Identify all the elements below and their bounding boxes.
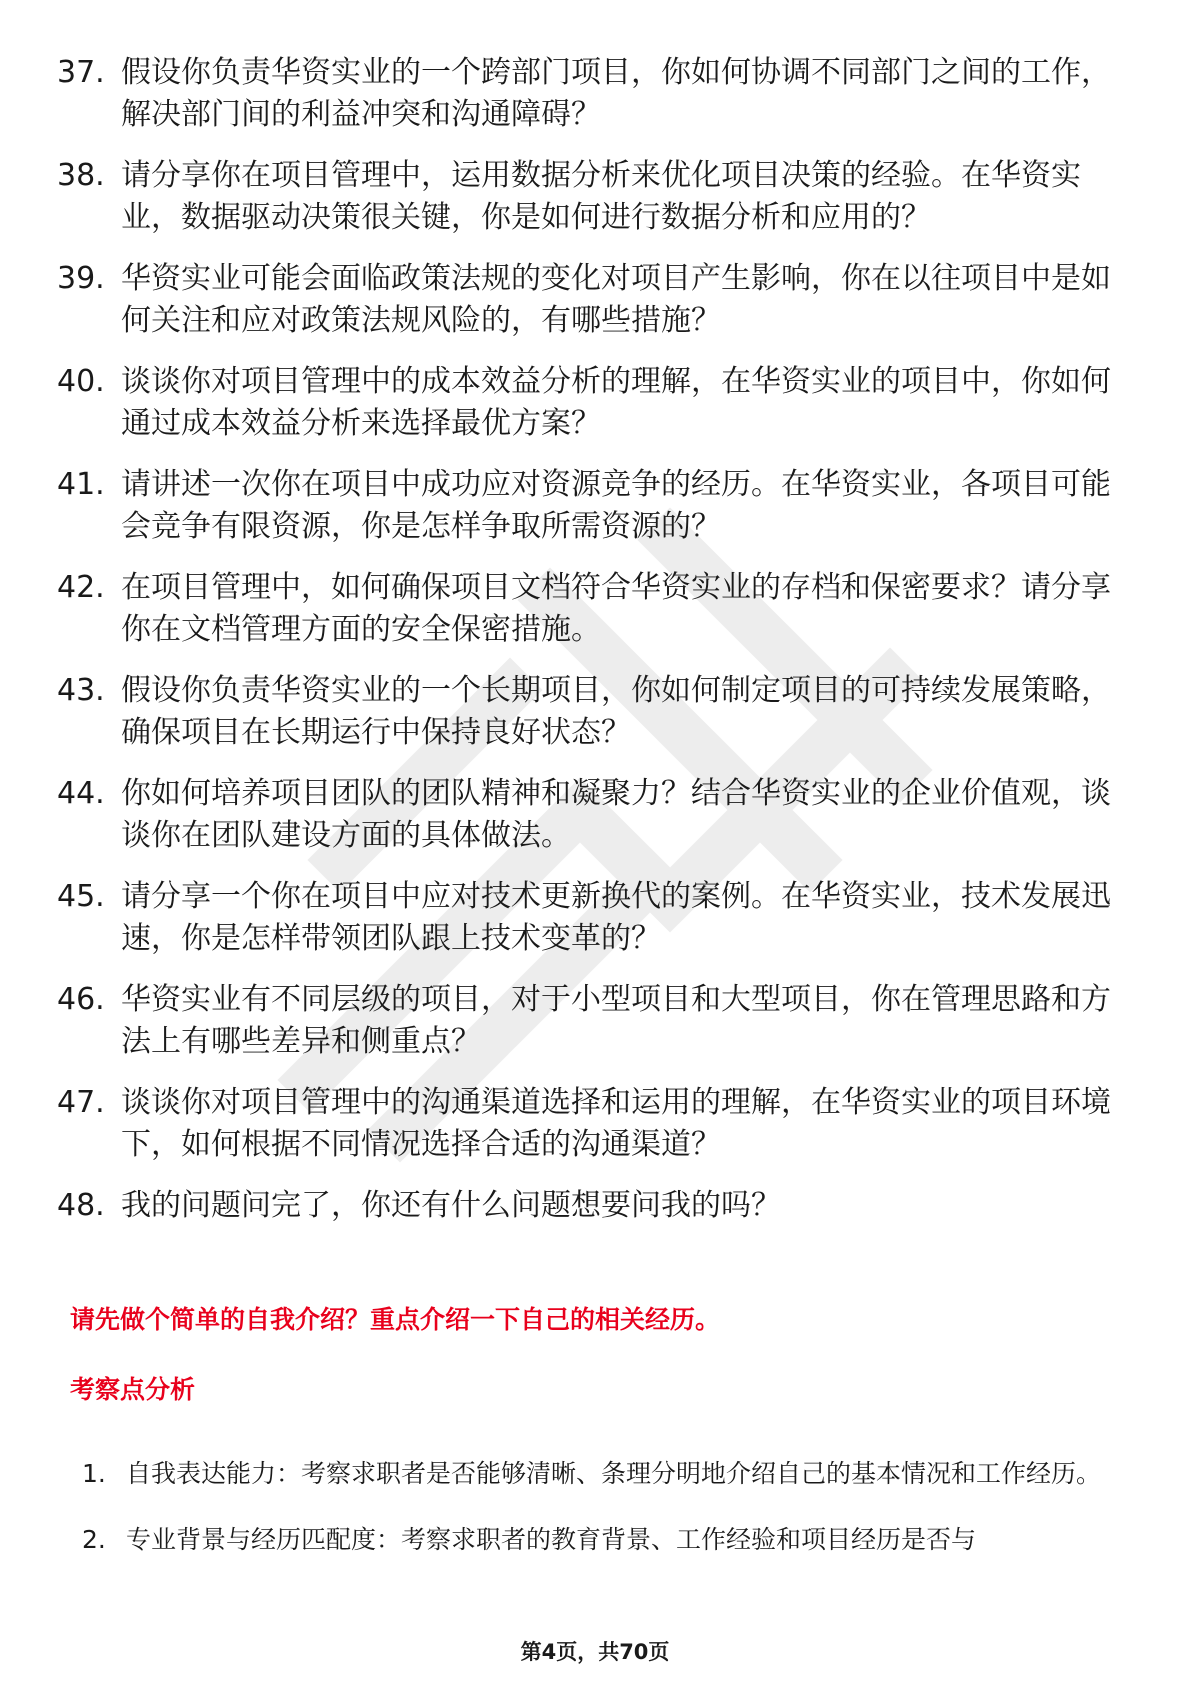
question-text: 请分享你在项目管理中，运用数据分析来优化项目决策的经验。在华资实业，数据驱动决策很关键，你是如何进行数据分析和应用的？ (121, 158, 1081, 235)
question-text: 谈谈你对项目管理中的沟通渠道选择和运用的理解，在华资实业的项目环境下，如何根据不同情况选择合适的沟通渠道？ (121, 1085, 1111, 1162)
section-subtitle: 考察点分析 (70, 1375, 196, 1404)
question-number: 42. (57, 570, 105, 605)
question-number: 38. (57, 158, 105, 193)
question-number: 37. (57, 55, 105, 90)
section-title: 请先做个简单的自我介绍？重点介绍一下自己的相关经历。 (70, 1305, 721, 1334)
question-number: 45. (57, 879, 105, 914)
question-item (57, 670, 1137, 754)
analysis-item (82, 1446, 1112, 1502)
analysis-item (82, 1512, 1112, 1568)
question-text: 谈谈你对项目管理中的成本效益分析的理解，在华资实业的项目中，你如何通过成本效益分析来选择最优方案？ (121, 364, 1111, 441)
question-number: 48. (57, 1188, 105, 1223)
analysis-number: 2. (82, 1525, 106, 1554)
question-number: 46. (57, 982, 105, 1017)
question-text: 华资实业有不同层级的项目，对于小型项目和大型项目，你在管理思路和方法上有哪些差异和侧重点？ (121, 982, 1111, 1059)
question-list (57, 52, 1137, 1246)
question-text: 我的问题问完了，你还有什么问题想要问我的吗？ (121, 1188, 781, 1223)
question-item (57, 876, 1137, 960)
question-number: 44. (57, 776, 105, 811)
question-number: 41. (57, 467, 105, 502)
question-number: 43. (57, 673, 105, 708)
question-text: 在项目管理中，如何确保项目文档符合华资实业的存档和保密要求？请分享你在文档管理方面的安全保密措施。 (121, 570, 1111, 647)
question-text: 假设你负责华资实业的一个跨部门项目，你如何协调不同部门之间的工作，解决部门间的利益冲突和沟通障碍？ (121, 55, 1111, 132)
question-number: 39. (57, 261, 105, 296)
analysis-text: 自我表达能力：考察求职者是否能够清晰、条理分明地介绍自己的基本情况和工作经历。 (126, 1459, 1102, 1488)
analysis-number: 1. (82, 1459, 106, 1488)
question-item (57, 567, 1137, 651)
question-item (57, 155, 1137, 239)
question-item (57, 464, 1137, 548)
analysis-list (82, 1446, 1112, 1578)
question-text: 请分享一个你在项目中应对技术更新换代的案例。在华资实业，技术发展迅速，你是怎样带领团队跟上技术变革的？ (121, 879, 1111, 956)
question-item (57, 773, 1137, 857)
question-text: 你如何培养项目团队的团队精神和凝聚力？结合华资实业的企业价值观，谈谈你在团队建设方面的具体做法。 (121, 776, 1111, 853)
question-text: 请讲述一次你在项目中成功应对资源竞争的经历。在华资实业，各项目可能会竞争有限资源，你是怎样争取所需资源的？ (121, 467, 1111, 544)
question-text: 华资实业可能会面临政策法规的变化对项目产生影响，你在以往项目中是如何关注和应对政策法规风险的，有哪些措施？ (121, 261, 1111, 338)
analysis-text: 专业背景与经历匹配度：考察求职者的教育背景、工作经验和项目经历是否与 (126, 1525, 977, 1554)
question-item (57, 1185, 1137, 1227)
page-footer: 第4页，共70页 (520, 1640, 670, 1664)
question-number: 40. (57, 364, 105, 399)
question-item (57, 52, 1137, 136)
question-item (57, 1082, 1137, 1166)
question-number: 47. (57, 1085, 105, 1120)
question-item (57, 361, 1137, 445)
question-item (57, 979, 1137, 1063)
question-text: 假设你负责华资实业的一个长期项目，你如何制定项目的可持续发展策略，确保项目在长期运行中保持良好状态？ (121, 673, 1111, 750)
question-item (57, 258, 1137, 342)
